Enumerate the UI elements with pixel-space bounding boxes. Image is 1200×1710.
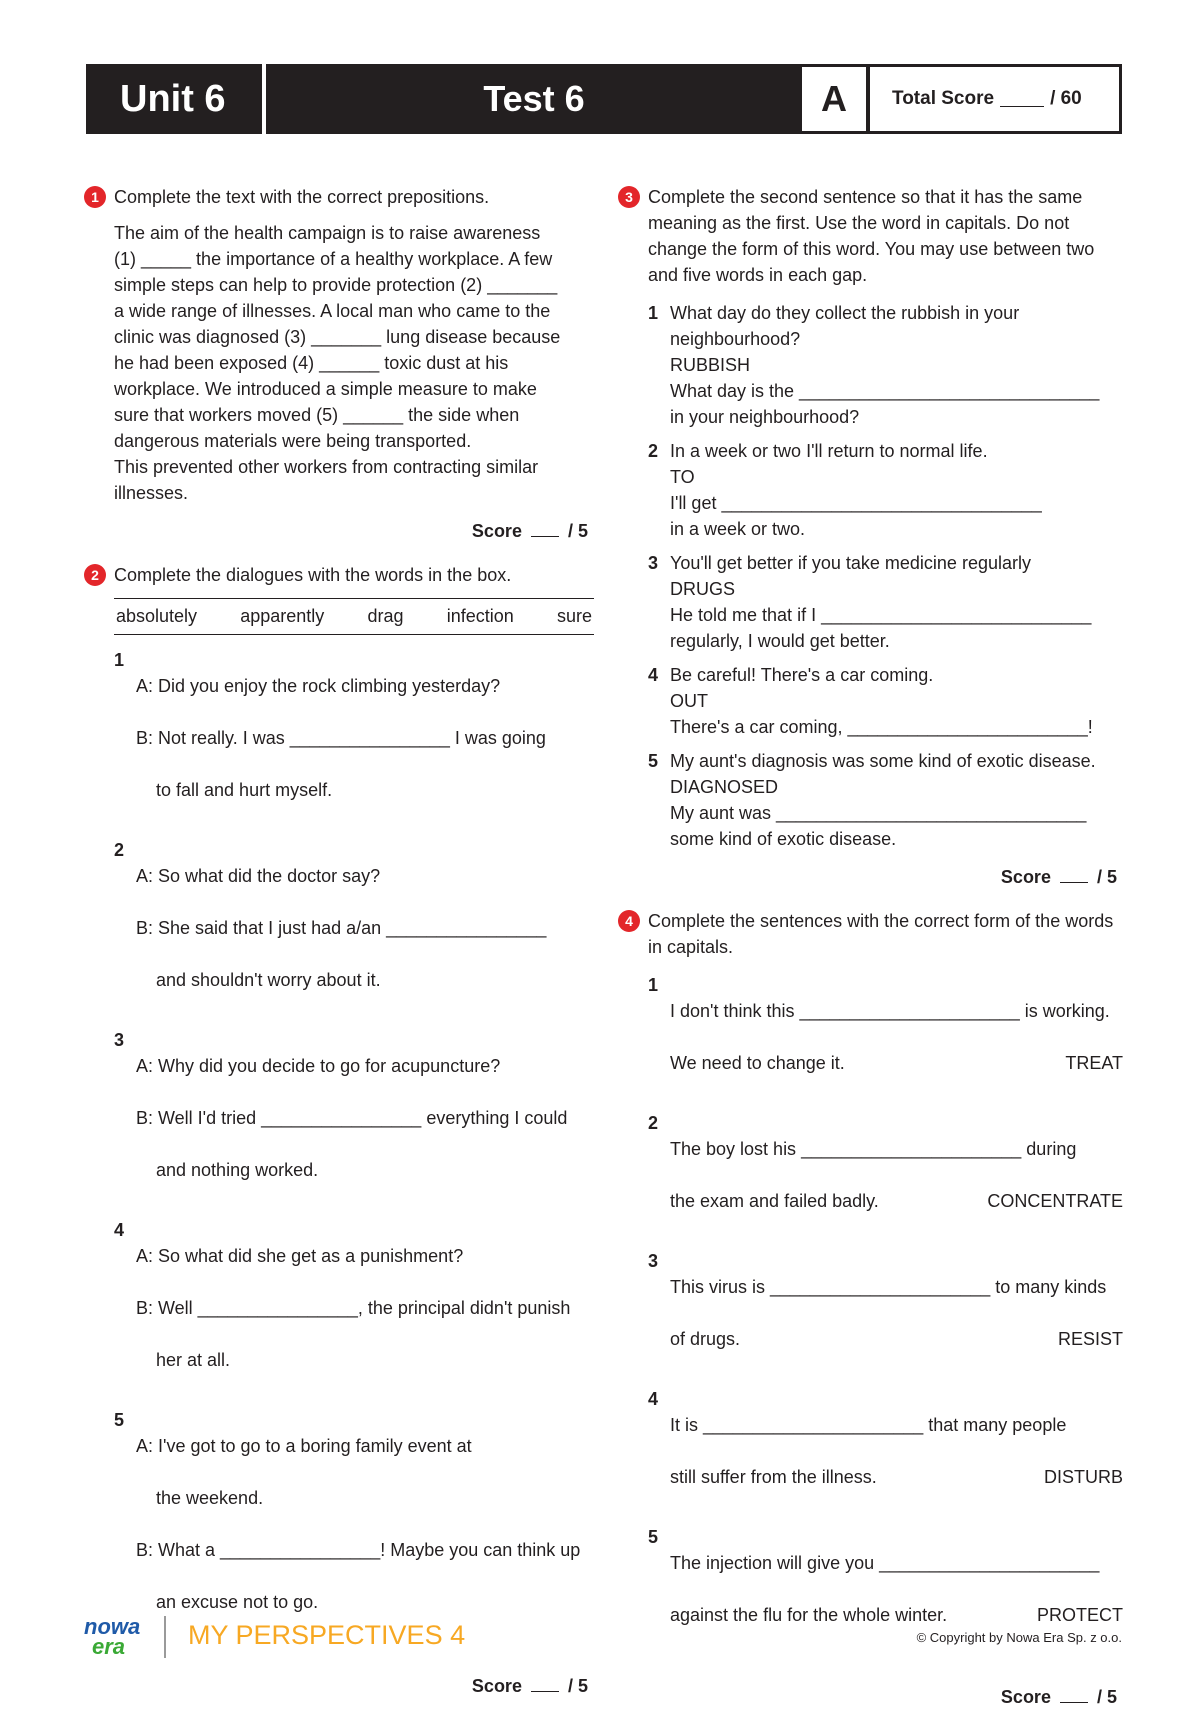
- copyright-notice: © Copyright by Nowa Era Sp. z o.o.: [916, 1630, 1122, 1645]
- item-text: What day do they collect the rubbish in your neighbourhood? RUBBISH What day is the ______________________________ in your neighbourhood?: [670, 303, 1100, 427]
- item-number: 2: [114, 840, 125, 860]
- task1-text: The aim of the health campaign is to raise awareness (1) _____ the importance of a healthy workplace. A few simple steps can help to provide protection (2) _______ a wide range of illnesses. A local man who came to the clinic was diagnosed (3) _______ lung disease because he had been exposed (4) ______ toxic dust at his workplace. We introduced a simple measure to make sure that workers moved (5) ______ the side when dangerous materials were being transported. This prevented other workers from contracting similar illnesses.: [114, 223, 561, 503]
- task1-heading: [84, 184, 594, 210]
- item-number: 4: [114, 1220, 125, 1240]
- dialogue-line-b: B: Not really. I was ________________ I was going: [136, 728, 546, 748]
- word-formation-item: [648, 1386, 1123, 1516]
- word-box-item: sure: [556, 606, 592, 626]
- logo-text-top: nowa: [84, 1614, 141, 1639]
- task1-instruction: Complete the text with the correct prepositions.: [114, 187, 490, 207]
- dialogue-item: [114, 837, 594, 1019]
- capital-word: RESIST: [1057, 1329, 1123, 1349]
- total-score-max: / 60: [1050, 88, 1082, 109]
- dialogue-item: [114, 1217, 594, 1399]
- task3-number: 3: [618, 186, 640, 208]
- task2-score-label: Score: [471, 1676, 522, 1696]
- item-line: the exam and failed badly.: [670, 1191, 879, 1211]
- task3-score-label: Score: [1000, 867, 1051, 887]
- series-title: MY PERSPECTIVES 4: [188, 1620, 466, 1650]
- task2-instruction: Complete the dialogues with the words in the box.: [114, 565, 512, 585]
- item-text: My aunt's diagnosis was some kind of exotic disease. DIAGNOSED My aunt was _______________________________ some kind of exotic disease.: [670, 751, 1096, 849]
- task3-score-max: / 5: [1096, 867, 1117, 887]
- transformation-item: [648, 300, 1123, 430]
- dialogue-line-a: A: So what did she get as a punishment?: [136, 1246, 464, 1266]
- dialogue-line-b: B: What a ________________! Maybe you can think up: [136, 1540, 581, 1560]
- word-box-item: drag: [367, 606, 404, 626]
- task2-score-blank[interactable]: [531, 1677, 559, 1692]
- item-number: 1: [648, 303, 659, 323]
- transformation-item: [648, 748, 1123, 852]
- word-formation-item: [648, 972, 1123, 1102]
- dialogue-line-b: B: Well ________________, the principal didn't punish: [136, 1298, 571, 1318]
- right-column: [618, 184, 1123, 1710]
- task4-score-max: / 5: [1096, 1687, 1117, 1707]
- item-line: I don't think this ______________________ is working.: [670, 1001, 1110, 1021]
- task1-score: [84, 518, 594, 544]
- dialogue-line-cont: to fall and hurt myself.: [156, 780, 333, 800]
- task3-instruction: Complete the second sentence so that it has the same meaning as the first. Use the word in capitals. Do not change the form of this word. You may use between two and five words in each gap.: [648, 187, 1095, 285]
- total-score-blank[interactable]: [1000, 92, 1044, 107]
- word-formation-item: [648, 1248, 1123, 1378]
- unit-title: Unit 6: [120, 77, 226, 120]
- task2-number: 2: [84, 564, 106, 586]
- test-title: Test 6: [483, 78, 585, 119]
- dialogue-line-cont: the weekend.: [156, 1488, 264, 1508]
- transformation-item: [648, 438, 1123, 542]
- item-line: still suffer from the illness.: [670, 1467, 877, 1487]
- dialogue-line-a: A: Why did you decide to go for acupuncture?: [136, 1056, 501, 1076]
- task3-items: [648, 300, 1123, 852]
- word-box-item: apparently: [240, 606, 325, 626]
- dialogue-item: [114, 1027, 594, 1209]
- capital-word: PROTECT: [1036, 1605, 1123, 1625]
- dialogue-line-cont: and shouldn't worry about it.: [156, 970, 381, 990]
- capital-word: DISTURB: [1043, 1467, 1123, 1487]
- total-score-box: [870, 67, 1119, 131]
- task4-score-label: Score: [1000, 1687, 1051, 1707]
- task1-number: 1: [84, 186, 106, 208]
- item-text: You'll get better if you take medicine regularly DRUGS He told me that if I ___________________________ regularly, I would get better.: [670, 553, 1092, 651]
- item-line: It is ______________________ that many people: [670, 1415, 1067, 1435]
- task4-number: 4: [618, 910, 640, 932]
- logo-text-bottom: era: [92, 1634, 126, 1659]
- footer-divider: [164, 1616, 166, 1658]
- dialogue-line-cont: and nothing worked.: [156, 1160, 319, 1180]
- word-box: [114, 598, 594, 635]
- item-number: 5: [114, 1410, 125, 1430]
- item-number: 2: [648, 1113, 659, 1133]
- item-number: 2: [648, 441, 659, 461]
- item-number: 3: [114, 1030, 125, 1050]
- item-number: 3: [648, 553, 659, 573]
- item-line: The boy lost his ______________________ during: [670, 1139, 1077, 1159]
- dialogue-line-b: B: Well I'd tried ________________ everything I could: [136, 1108, 568, 1128]
- task4-heading: [618, 908, 1123, 960]
- capital-word: CONCENTRATE: [987, 1191, 1123, 1211]
- word-box-item: absolutely: [116, 606, 198, 626]
- item-number: 4: [648, 665, 659, 685]
- nowa-era-logo: [82, 1612, 148, 1660]
- test-header: [86, 64, 1122, 134]
- item-line: This virus is ______________________ to many kinds: [670, 1277, 1107, 1297]
- item-line: of drugs.: [670, 1329, 741, 1349]
- dialogue-line-a: A: Did you enjoy the rock climbing yesterday?: [136, 676, 501, 696]
- item-number: 5: [648, 1527, 659, 1547]
- task1-score-max: / 5: [567, 521, 588, 541]
- task2-items: [114, 647, 594, 1641]
- task4-items: [648, 972, 1123, 1654]
- task3-heading: [618, 184, 1123, 288]
- task3-score-blank[interactable]: [1060, 868, 1088, 883]
- transformation-item: [648, 662, 1123, 740]
- item-number: 3: [648, 1251, 659, 1271]
- dialogue-line-cont: her at all.: [156, 1350, 231, 1370]
- word-formation-item: [648, 1110, 1123, 1240]
- task2-score-max: / 5: [567, 1676, 588, 1696]
- task3-score: [618, 864, 1123, 890]
- item-number: 4: [648, 1389, 659, 1409]
- task4-score: [618, 1684, 1123, 1710]
- task2-score: [84, 1673, 594, 1699]
- task4-instruction: Complete the sentences with the correct form of the words in capitals.: [648, 911, 1114, 957]
- dialogue-item: [114, 647, 594, 829]
- dialogue-line-a: A: So what did the doctor say?: [136, 866, 381, 886]
- left-column: [84, 184, 594, 1699]
- word-box-item: infection: [446, 606, 514, 626]
- dialogue-item: [114, 1407, 594, 1641]
- item-number: 1: [114, 650, 125, 670]
- item-text: In a week or two I'll return to normal life. TO I'll get ________________________________ in a week or two.: [670, 441, 1042, 539]
- task1-score-blank[interactable]: [531, 522, 559, 537]
- test-version: A: [802, 67, 866, 131]
- total-score-label: Total Score: [892, 88, 995, 109]
- item-number: 5: [648, 751, 659, 771]
- item-line: against the flu for the whole winter.: [670, 1605, 948, 1625]
- dialogue-line-b: B: She said that I just had a/an ________________: [136, 918, 547, 938]
- page-footer: [82, 1612, 1122, 1662]
- item-line: The injection will give you ______________________: [670, 1553, 1100, 1573]
- transformation-item: [648, 550, 1123, 654]
- item-number: 1: [648, 975, 659, 995]
- item-line: We need to change it.: [670, 1053, 845, 1073]
- item-text: Be careful! There's a car coming. OUT There's a car coming, ________________________!: [670, 665, 1093, 737]
- dialogue-line-a: A: I've got to go to a boring family event at: [136, 1436, 472, 1456]
- task2-heading: [84, 562, 594, 588]
- dialogue-line-cont: an excuse not to go.: [156, 1592, 319, 1612]
- task1-score-label: Score: [471, 521, 522, 541]
- capital-word: TREAT: [1065, 1053, 1123, 1073]
